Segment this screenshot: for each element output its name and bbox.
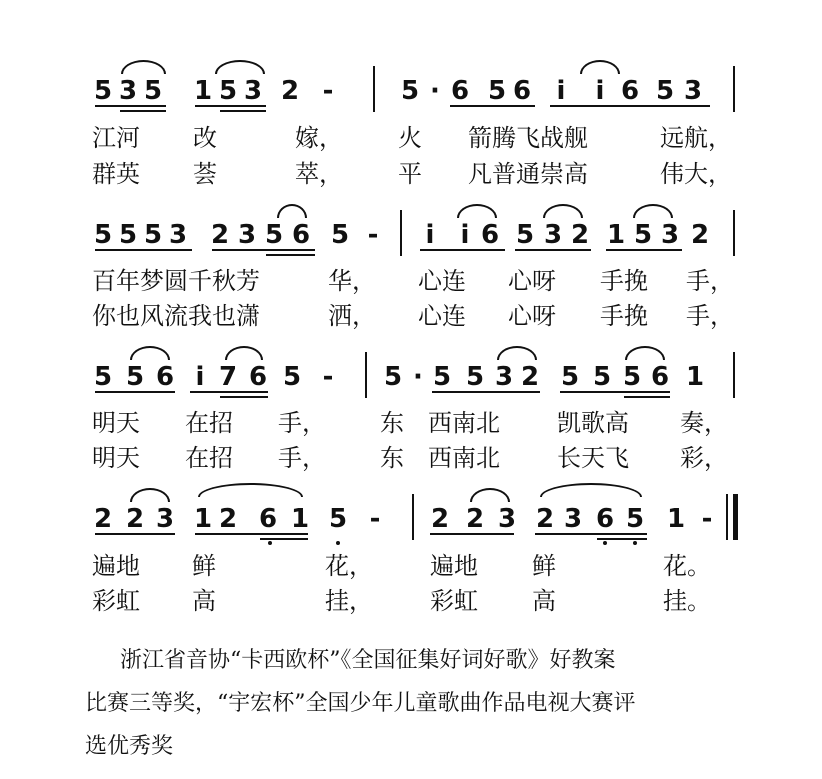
note: · [413, 362, 423, 392]
note: 3 [155, 504, 175, 534]
note: i [425, 220, 435, 250]
lyric: 江河 [92, 124, 140, 152]
note: 6 [620, 76, 640, 106]
slur [130, 346, 170, 360]
lyric: 改 [193, 124, 217, 152]
underline [220, 396, 268, 398]
bar-line [733, 66, 735, 112]
lyrics-row [0, 585, 822, 617]
lyric: 鲜 [192, 552, 216, 580]
note: - [369, 504, 381, 534]
underline [432, 391, 540, 393]
slur [121, 60, 166, 74]
bar-line [733, 352, 735, 398]
underline [95, 533, 175, 535]
note: - [701, 504, 713, 534]
slur [277, 204, 307, 218]
lyric: 群英 [92, 160, 140, 188]
lyric: 高 [532, 587, 556, 615]
note: 5 [633, 220, 653, 250]
lyric: 遍地 [92, 552, 140, 580]
lyric: 箭腾飞战舰 [468, 124, 588, 152]
lyrics-row [0, 550, 822, 582]
lyric: 你也风流我也潇 [92, 302, 260, 330]
note: 2 [218, 504, 238, 534]
note: i [195, 362, 205, 392]
lyric: 心呀 [508, 302, 556, 330]
note: 5 [143, 220, 163, 250]
lyric: 遍地 [430, 552, 478, 580]
bar-line [373, 66, 375, 112]
note: 6 [291, 220, 311, 250]
underline [550, 105, 710, 107]
slur [198, 483, 303, 497]
note: 6 [155, 362, 175, 392]
lyrics-row [0, 442, 822, 474]
note: 5 [515, 220, 535, 250]
note: 5 [125, 362, 145, 392]
underline [190, 391, 268, 393]
note: 3 [243, 76, 263, 106]
underline [195, 105, 266, 107]
slur [625, 346, 665, 360]
note: 3 [660, 220, 680, 250]
lyric: 东 [380, 444, 404, 472]
lyrics-row [0, 158, 822, 190]
note: 3 [683, 76, 703, 106]
lyric: 百年梦圆千秋芳 [92, 267, 260, 295]
note: 7 [218, 362, 238, 392]
lyric: 凡普通崇高 [468, 160, 588, 188]
note: 2 [125, 504, 145, 534]
note: 2 [570, 220, 590, 250]
lyric: 彩虹 [92, 587, 140, 615]
underline [597, 538, 647, 540]
paragraph-line: 浙江省音协“卡西欧杯”《全国征集好词好歌》好教案 [120, 648, 616, 673]
note: 1 [193, 76, 213, 106]
underline [95, 249, 192, 251]
underline [450, 105, 535, 107]
underline [560, 391, 670, 393]
lyrics-row [0, 265, 822, 297]
note: 5 [487, 76, 507, 106]
underline [95, 105, 166, 107]
lyric: 西南北 [428, 444, 500, 472]
underline [212, 249, 315, 251]
note: 2 [280, 76, 300, 106]
slur [540, 483, 642, 497]
note: 1 [685, 362, 705, 392]
lyric: 明天 [92, 409, 140, 437]
slur [543, 204, 583, 218]
note: 3 [497, 504, 517, 534]
note: 5 [560, 362, 580, 392]
note: - [322, 362, 334, 392]
note: 2 [210, 220, 230, 250]
note: 2 [690, 220, 710, 250]
underline [195, 533, 308, 535]
note: 5 [625, 504, 645, 534]
note: 5 [655, 76, 675, 106]
underline [95, 391, 175, 393]
note: 5 [330, 220, 350, 250]
note: 1 [290, 504, 310, 534]
note: 5 [218, 76, 238, 106]
note: 5 [93, 362, 113, 392]
lyric: 华， [328, 267, 376, 295]
note: 5 [264, 220, 284, 250]
note: 5 [622, 362, 642, 392]
paragraph-line: 选优秀奖 [85, 734, 174, 759]
lyric: 花， [325, 552, 373, 580]
note: 5 [93, 76, 113, 106]
lyric: 在招 [185, 409, 233, 437]
underline [266, 254, 315, 256]
slur [633, 204, 673, 218]
note: 6 [248, 362, 268, 392]
note: 6 [450, 76, 470, 106]
lyric: 奏， [680, 409, 728, 437]
underline [220, 110, 266, 112]
note: 3 [494, 362, 514, 392]
lyric: 远航， [660, 124, 732, 152]
lyric: 彩， [680, 444, 728, 472]
note: 6 [512, 76, 532, 106]
note: 2 [520, 362, 540, 392]
note: 3 [118, 76, 138, 106]
lyric: 挂。 [663, 587, 711, 615]
slur [130, 488, 170, 502]
lyric: 花。 [663, 552, 711, 580]
note: 5 [143, 76, 163, 106]
underline [430, 533, 514, 535]
note: 6 [650, 362, 670, 392]
lyric: 彩虹 [430, 587, 478, 615]
note: 5 [383, 362, 403, 392]
bar-line [733, 210, 735, 256]
note: i [556, 76, 566, 106]
low-octave-dot [603, 541, 607, 545]
note: 2 [535, 504, 555, 534]
note: 5 [328, 504, 348, 534]
lyric: 凯歌高 [557, 409, 629, 437]
note: 5 [465, 362, 485, 392]
final-bar-line [733, 494, 738, 540]
bar-line [726, 494, 728, 540]
lyric: 挂， [325, 587, 373, 615]
lyric: 在招 [185, 444, 233, 472]
bar-line [412, 494, 414, 540]
note: 5 [592, 362, 612, 392]
lyrics-row [0, 300, 822, 332]
slur [225, 346, 263, 360]
slur [580, 60, 620, 74]
note: 5 [118, 220, 138, 250]
note: 2 [93, 504, 113, 534]
note: 2 [430, 504, 450, 534]
underline [606, 249, 682, 251]
lyrics-row [0, 122, 822, 154]
note: 3 [543, 220, 563, 250]
lyric: 伟大， [660, 160, 732, 188]
lyric: 手， [686, 267, 734, 295]
lyric: 鲜 [532, 552, 556, 580]
lyric: 东 [380, 409, 404, 437]
slur [215, 60, 265, 74]
lyrics-row [0, 407, 822, 439]
slur [470, 488, 510, 502]
lyric: 明天 [92, 444, 140, 472]
bar-line [400, 210, 402, 256]
paragraph-line: 比赛三等奖，“宇宏杯”全国少年儿童歌曲作品电视大赛评 [85, 691, 636, 716]
lyric: 荟 [193, 160, 217, 188]
underline [535, 533, 647, 535]
note: 3 [563, 504, 583, 534]
note: 1 [666, 504, 686, 534]
note: 6 [595, 504, 615, 534]
low-octave-dot [268, 541, 272, 545]
underline [260, 538, 308, 540]
lyric: 手， [278, 409, 326, 437]
note: - [367, 220, 379, 250]
lyric: 心连 [418, 267, 466, 295]
lyric: 心呀 [508, 267, 556, 295]
underline [624, 396, 670, 398]
lyric: 长天飞 [557, 444, 629, 472]
note: 3 [168, 220, 188, 250]
underline [515, 249, 591, 251]
low-octave-dot [336, 541, 340, 545]
note: 5 [93, 220, 113, 250]
lyric: 心连 [418, 302, 466, 330]
note: 1 [606, 220, 626, 250]
lyric: 手挽 [600, 302, 648, 330]
note: 1 [193, 504, 213, 534]
note: i [595, 76, 605, 106]
note: 2 [465, 504, 485, 534]
note: 5 [282, 362, 302, 392]
lyric: 洒， [328, 302, 376, 330]
note: 6 [258, 504, 278, 534]
bar-line [365, 352, 367, 398]
lyric: 西南北 [428, 409, 500, 437]
lyric: 手， [278, 444, 326, 472]
note: 5 [400, 76, 420, 106]
lyric: 高 [192, 587, 216, 615]
note: 5 [432, 362, 452, 392]
lyric: 火 [398, 124, 422, 152]
note: 6 [480, 220, 500, 250]
lyric: 手， [686, 302, 734, 330]
lyric: 萃， [295, 160, 343, 188]
lyric: 手挽 [600, 267, 648, 295]
low-octave-dot [633, 541, 637, 545]
note: i [460, 220, 470, 250]
underline [420, 249, 505, 251]
lyric: 平 [398, 160, 422, 188]
lyric: 嫁， [295, 124, 343, 152]
underline [120, 110, 166, 112]
note: 3 [237, 220, 257, 250]
note: · [430, 76, 440, 106]
note: - [322, 76, 334, 106]
slur [497, 346, 537, 360]
slur [457, 204, 497, 218]
